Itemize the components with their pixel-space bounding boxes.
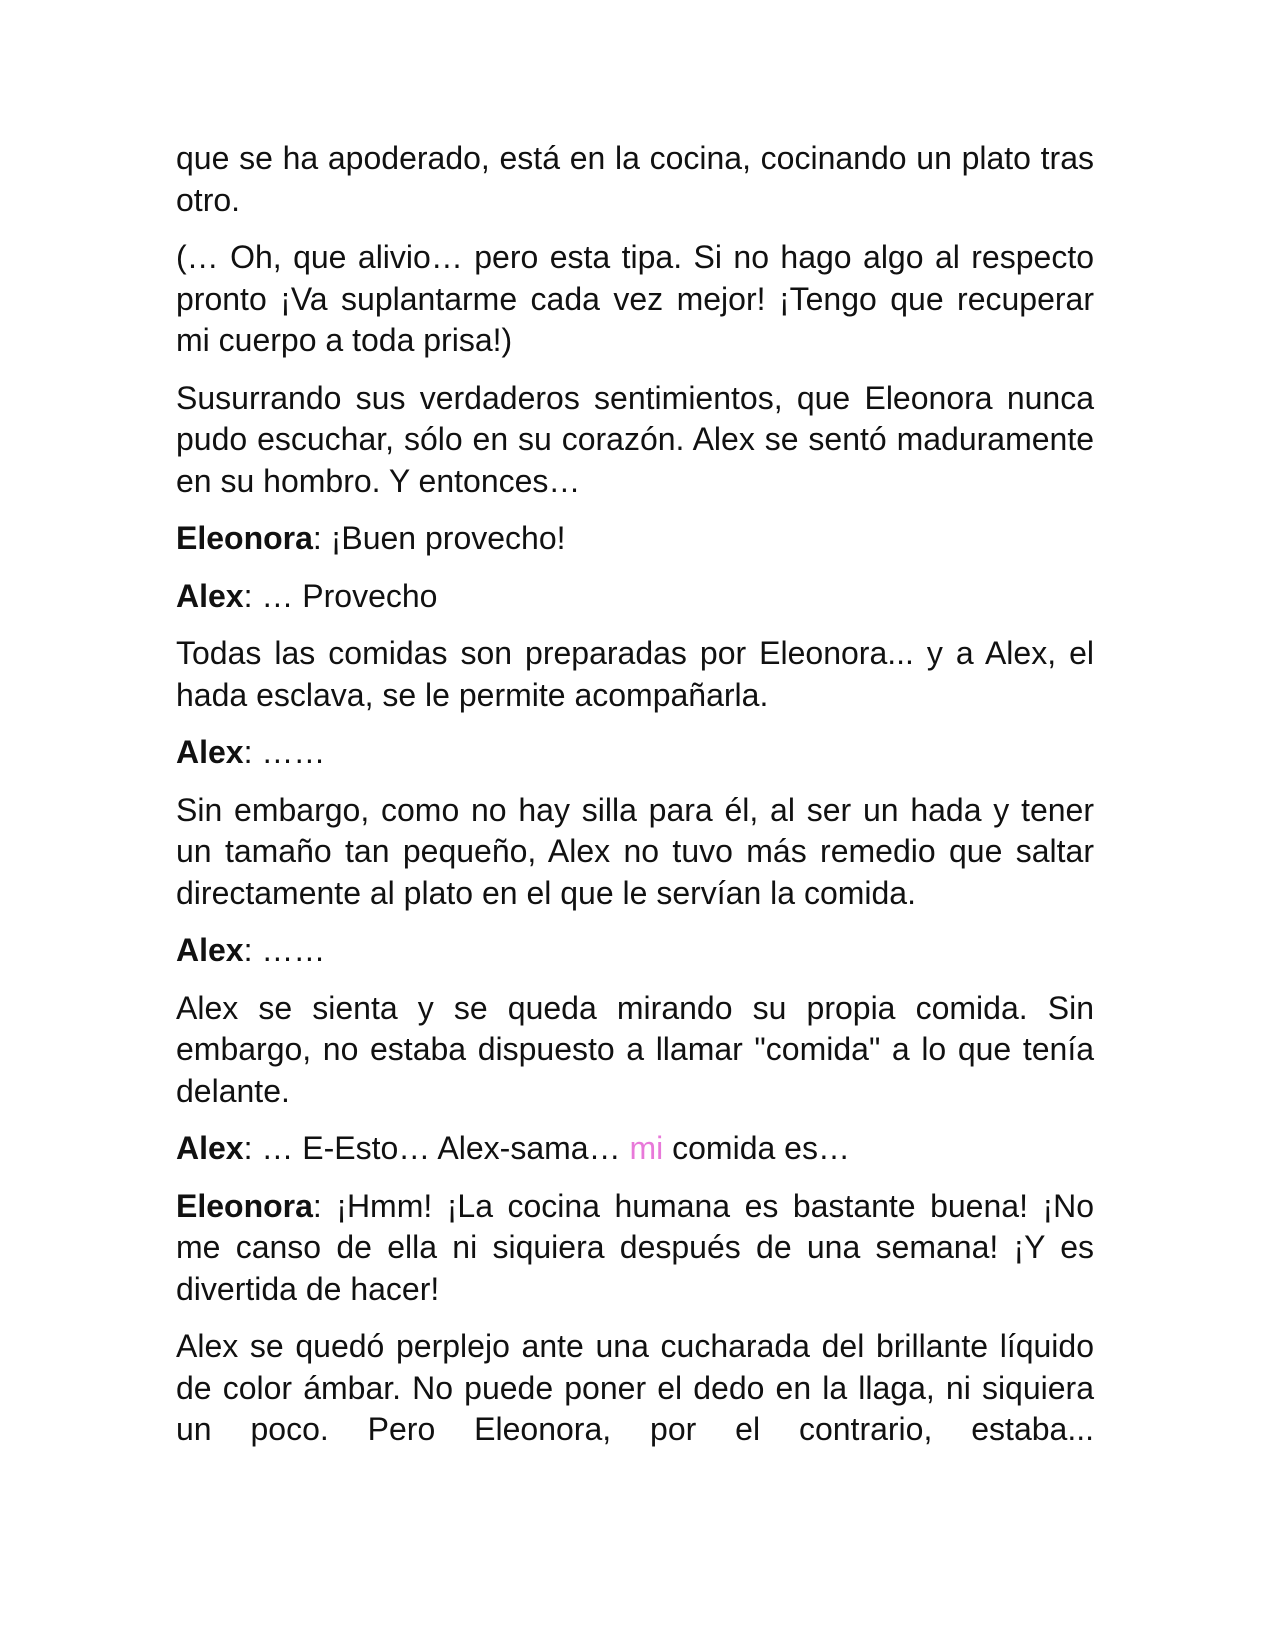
dialogue-line (176, 1186, 1094, 1311)
speaker-name: Alex (176, 1130, 244, 1166)
speaker-name: Eleonora (176, 1187, 313, 1224)
dialogue-text: : ¡Hmm! ¡La cocina humana es bastante buena! ¡No me canso de ella ni siquiera después de una semana! ¡Y es divertida de hacer! (176, 1187, 1094, 1307)
dialogue-text: : … E-Esto… Alex-sama… (243, 1130, 630, 1166)
dialogue-text: : …… (243, 932, 326, 968)
speaker-name: Alex (176, 932, 244, 968)
narration-paragraph: Alex se quedó perplejo ante una cucharada del brillante líquido de color ámbar. No puede poner el dedo en la llaga, ni siquiera un poco. Pero Eleonora, por el contrario, estaba... (176, 1328, 1094, 1447)
narration-paragraph: Alex se sienta y se queda mirando su propia comida. Sin embargo, no estaba dispuesto a llamar "comida" a lo que tenía delante. (176, 989, 1094, 1109)
dialogue-line (176, 732, 1094, 774)
dialogue-text: : …… (243, 734, 326, 770)
dialogue-text: comida es… (663, 1130, 850, 1166)
dialogue-line (176, 576, 1094, 618)
narration-paragraph: Susurrando sus verdaderos sentimientos, que Eleonora nunca pudo escuchar, sólo en su corazón. Alex se sentó maduramente en su hombro. Y entonces… (176, 379, 1094, 499)
dialogue-line (176, 1128, 1094, 1170)
document-page (176, 138, 1094, 1467)
dialogue-line (176, 518, 1094, 560)
dialogue-text: : … Provecho (243, 577, 438, 614)
speaker-name: Eleonora (176, 520, 313, 556)
dialogue-text: : ¡Buen provecho! (312, 520, 566, 556)
dialogue-line (176, 930, 1094, 972)
speaker-name: Alex (176, 734, 244, 770)
inner-thought-paragraph: (… Oh, que alivio… pero esta tipa. Si no hago algo al respecto pronto ¡Va suplantarme cada vez mejor! ¡Tengo que recuperar mi cuerpo a toda prisa!) (176, 239, 1094, 358)
speaker-name: Alex (176, 577, 244, 614)
narration-paragraph: Todas las comidas son preparadas por Eleonora... y a Alex, el hada esclava, se le permite acompañarla. (176, 635, 1094, 713)
highlighted-word: mi (629, 1130, 664, 1166)
narration-paragraph: que se ha apoderado, está en la cocina, cocinando un plato tras otro. (176, 140, 1094, 218)
narration-paragraph: Sin embargo, como no hay silla para él, al ser un hada y tener un tamaño tan pequeño, Alex no tuvo más remedio que saltar directamente al plato en el que le servían la comida. (176, 791, 1094, 911)
